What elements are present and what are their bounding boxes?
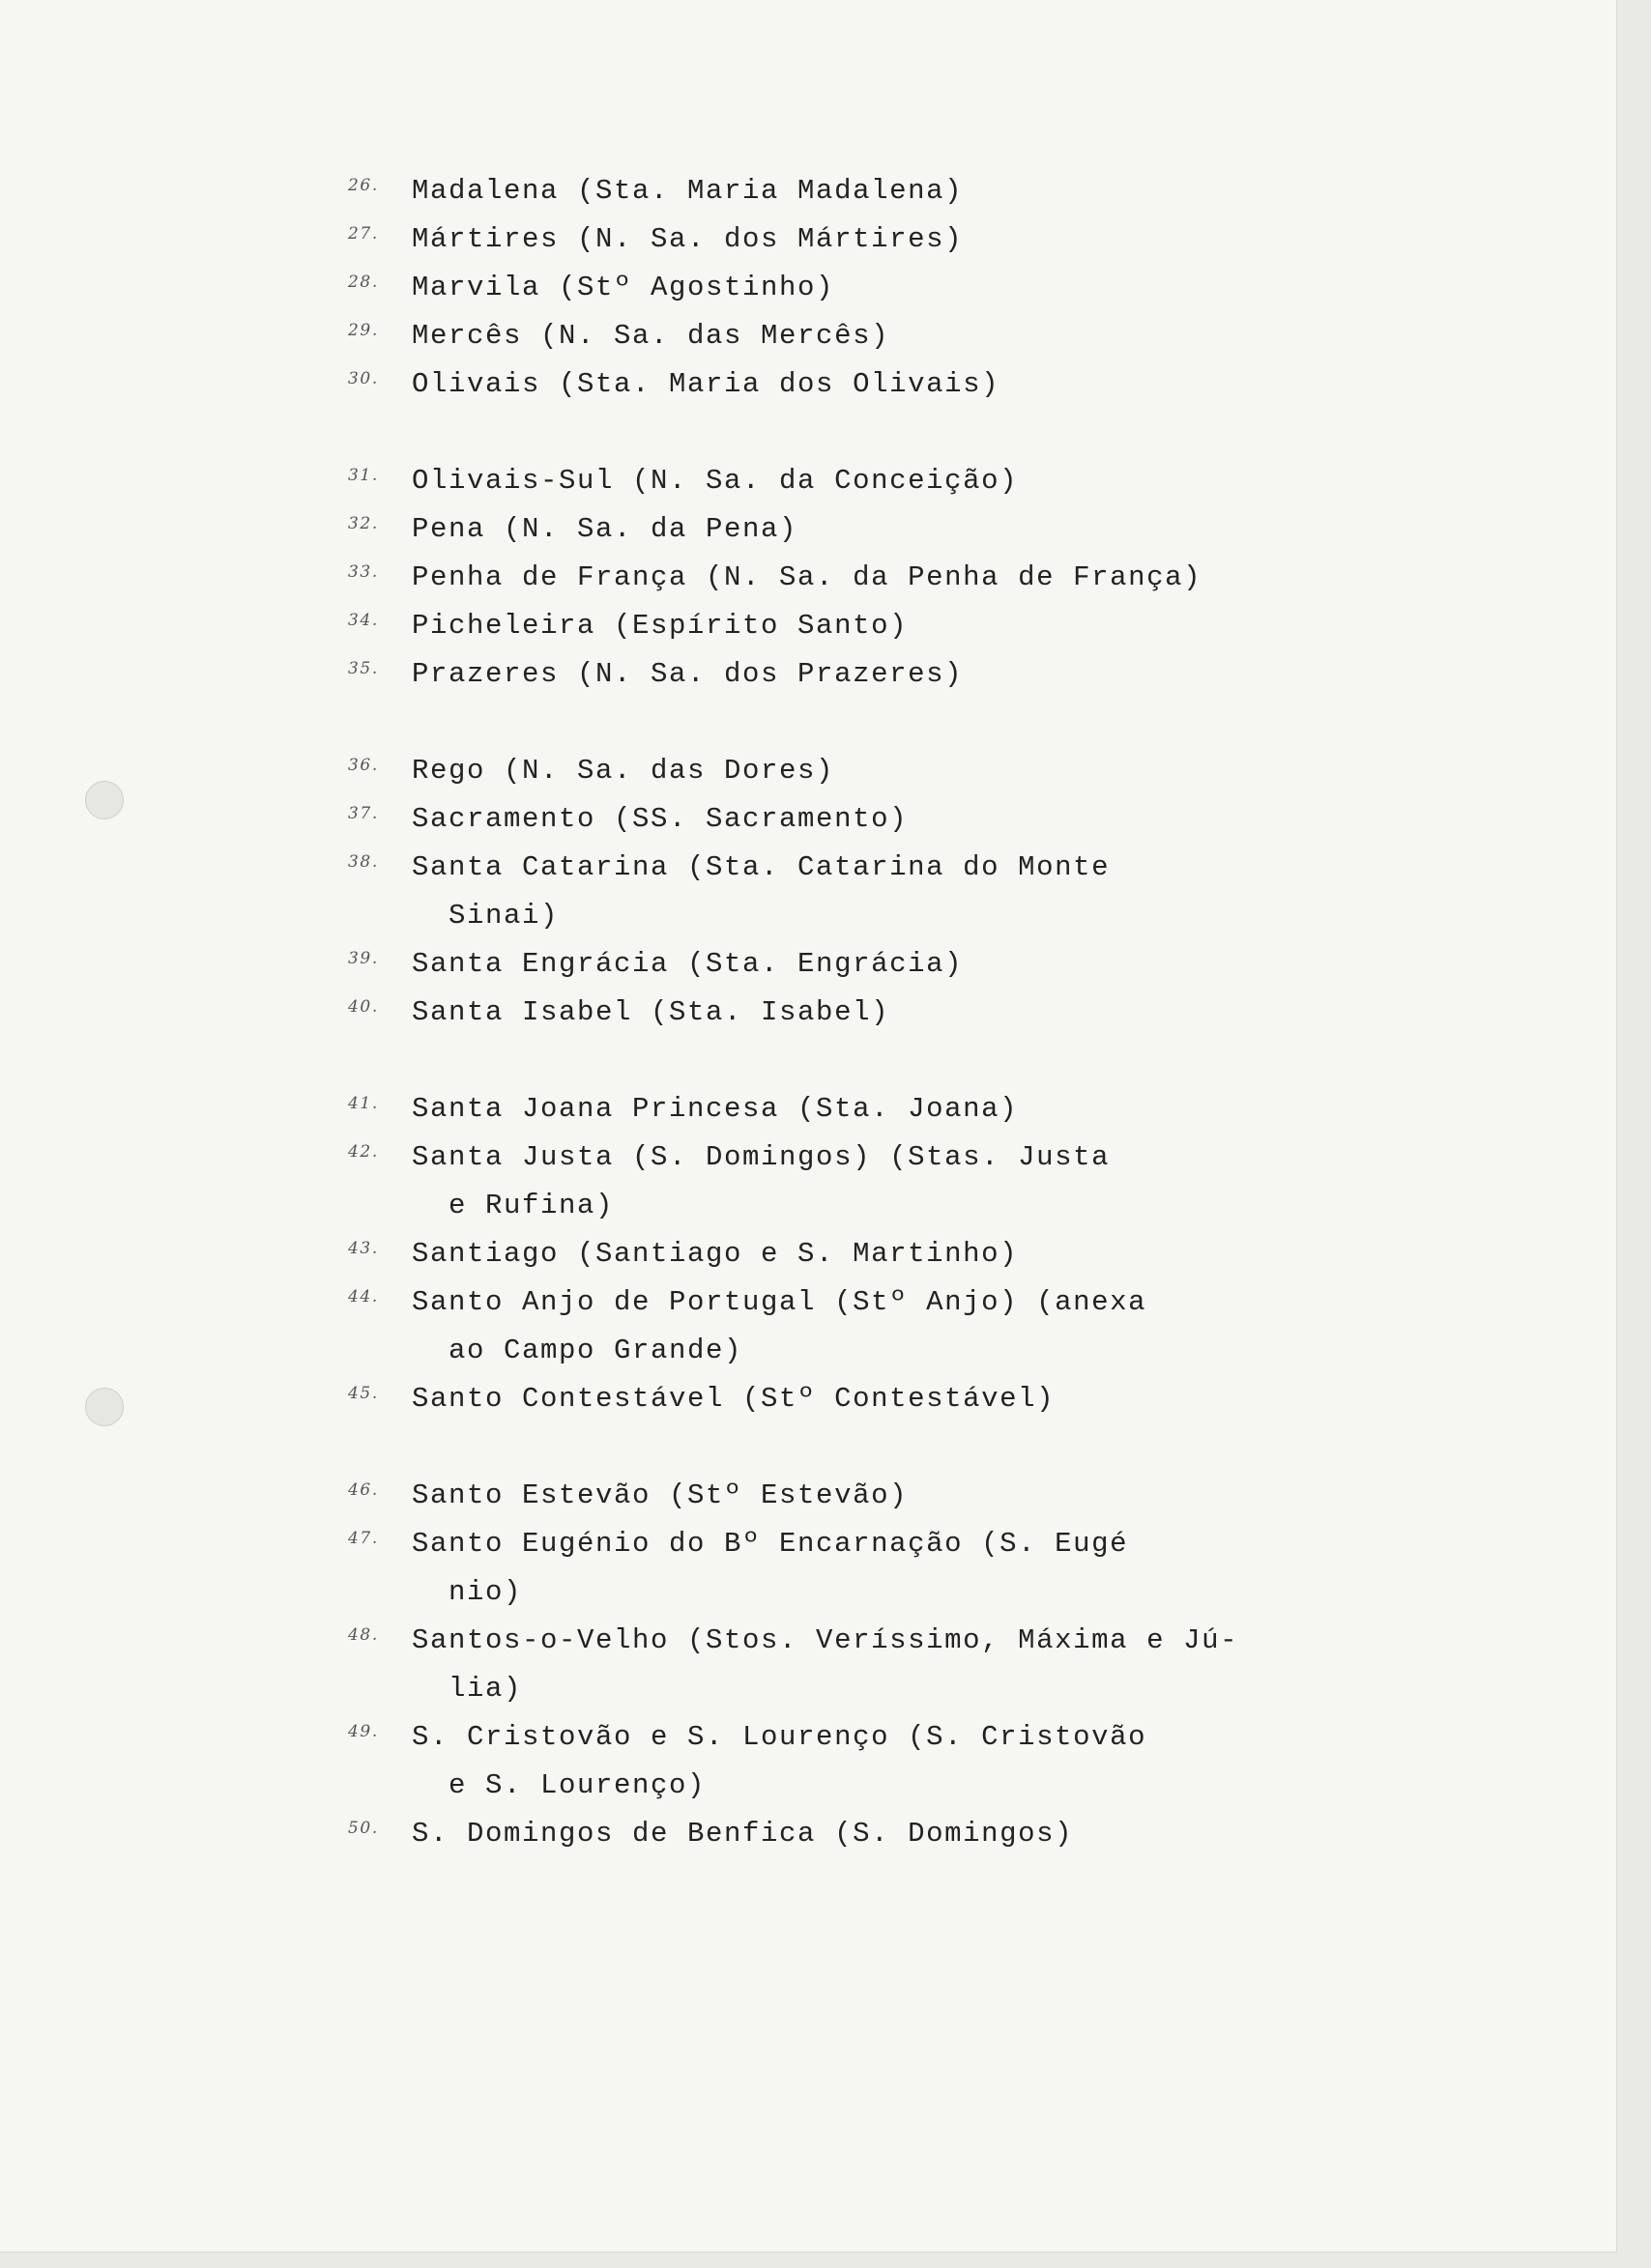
list-item — [348, 752, 834, 800]
item-number: 46. — [348, 1480, 379, 1500]
item-text: Santo Anjo de Portugal (Stº Anjo) (anexa — [412, 1286, 1147, 1318]
list-item — [348, 1718, 1146, 1815]
item-number: 30. — [348, 369, 379, 388]
item-number: 33. — [348, 562, 379, 582]
item-text: Pena (N. Sa. da Pena) — [412, 513, 798, 545]
item-text: Madalena (Sta. Maria Madalena) — [412, 175, 964, 207]
item-number: 37. — [348, 804, 379, 823]
list-item — [348, 1815, 1073, 1863]
item-text: Santa Catarina (Sta. Catarina do Monte — [412, 851, 1111, 883]
item-text: Sacramento (SS. Sacramento) — [412, 803, 909, 835]
list-item — [348, 269, 834, 317]
list-item — [348, 220, 963, 269]
item-number: 45. — [348, 1384, 379, 1403]
item-text: Santo Contestável (Stº Contestável) — [412, 1383, 1056, 1415]
item-number: 32. — [348, 514, 379, 533]
list-item — [348, 607, 908, 655]
item-text: Mártires (N. Sa. dos Mártires) — [412, 223, 964, 255]
item-text: Prazeres (N. Sa. dos Prazeres) — [412, 658, 964, 690]
list-item — [348, 1380, 1055, 1428]
item-text-continuation: lia) — [449, 1673, 523, 1705]
item-text: S. Domingos de Benfica (S. Domingos) — [412, 1818, 1074, 1850]
item-text: Santa Isabel (Sta. Isabel) — [412, 996, 890, 1028]
list-item — [348, 559, 1202, 607]
item-text: Rego (N. Sa. das Dores) — [412, 755, 835, 787]
list-item — [348, 172, 963, 220]
item-text: Santo Eugénio do Bº Encarnação (S. Eugé — [412, 1528, 1129, 1560]
item-text: Santos-o-Velho (Stos. Veríssimo, Máxima e Jú- — [412, 1624, 1239, 1656]
item-number: 38. — [348, 852, 379, 872]
item-text-continuation: ao Campo Grande) — [449, 1335, 743, 1366]
item-text: Santa Justa (S. Domingos) (Stas. Justa — [412, 1141, 1111, 1173]
list-item — [348, 945, 963, 993]
item-number: 40. — [348, 997, 379, 1017]
item-text: Santa Joana Princesa (Sta. Joana) — [412, 1093, 1019, 1125]
list-item — [348, 365, 999, 414]
list-item — [348, 1477, 908, 1525]
item-text-continuation: e Rufina) — [449, 1190, 615, 1221]
item-text: Picheleira (Espírito Santo) — [412, 610, 909, 642]
list-item — [348, 1622, 1238, 1718]
item-text: Olivais-Sul (N. Sa. da Conceição) — [412, 465, 1019, 497]
item-number: 47. — [348, 1529, 379, 1548]
list-item — [348, 655, 963, 703]
item-text: Santa Engrácia (Sta. Engrácia) — [412, 948, 964, 980]
list-item — [348, 462, 1018, 510]
list-item — [348, 993, 889, 1042]
item-text: Marvila (Stº Agostinho) — [412, 272, 835, 303]
item-number: 36. — [348, 756, 379, 775]
item-text: S. Cristovão e S. Lourenço (S. Cristovão — [412, 1721, 1147, 1753]
item-number: 44. — [348, 1287, 379, 1306]
item-number: 31. — [348, 466, 379, 485]
item-text: Santo Estevão (Stº Estevão) — [412, 1479, 909, 1511]
item-text: Penha de França (N. Sa. da Penha de França) — [412, 561, 1202, 593]
list-item — [348, 848, 1110, 945]
list-item — [348, 317, 889, 365]
list-item — [348, 1138, 1110, 1235]
item-number: 28. — [348, 273, 379, 292]
list-item — [348, 1090, 1018, 1138]
item-text: Mercês (N. Sa. das Mercês) — [412, 320, 890, 352]
item-text-continuation: nio) — [449, 1576, 523, 1608]
item-number: 48. — [348, 1625, 379, 1645]
item-number: 49. — [348, 1722, 379, 1741]
item-number: 39. — [348, 949, 379, 968]
item-number: 29. — [348, 321, 379, 340]
list-item — [348, 1283, 1146, 1380]
item-text-continuation: Sinai) — [449, 900, 560, 932]
list-item — [348, 1235, 1018, 1283]
item-number: 26. — [348, 176, 379, 195]
list-item — [348, 1525, 1128, 1622]
item-text: Santiago (Santiago e S. Martinho) — [412, 1238, 1019, 1270]
item-number: 50. — [348, 1819, 379, 1838]
list-item — [348, 800, 908, 848]
item-number: 42. — [348, 1142, 379, 1162]
item-number: 35. — [348, 659, 379, 678]
item-number: 43. — [348, 1239, 379, 1258]
item-number: 34. — [348, 611, 379, 630]
item-text: Olivais (Sta. Maria dos Olivais) — [412, 368, 1000, 400]
item-text-continuation: e S. Lourenço) — [449, 1769, 707, 1801]
list-item — [348, 510, 797, 559]
item-number: 41. — [348, 1094, 379, 1113]
item-number: 27. — [348, 224, 379, 244]
